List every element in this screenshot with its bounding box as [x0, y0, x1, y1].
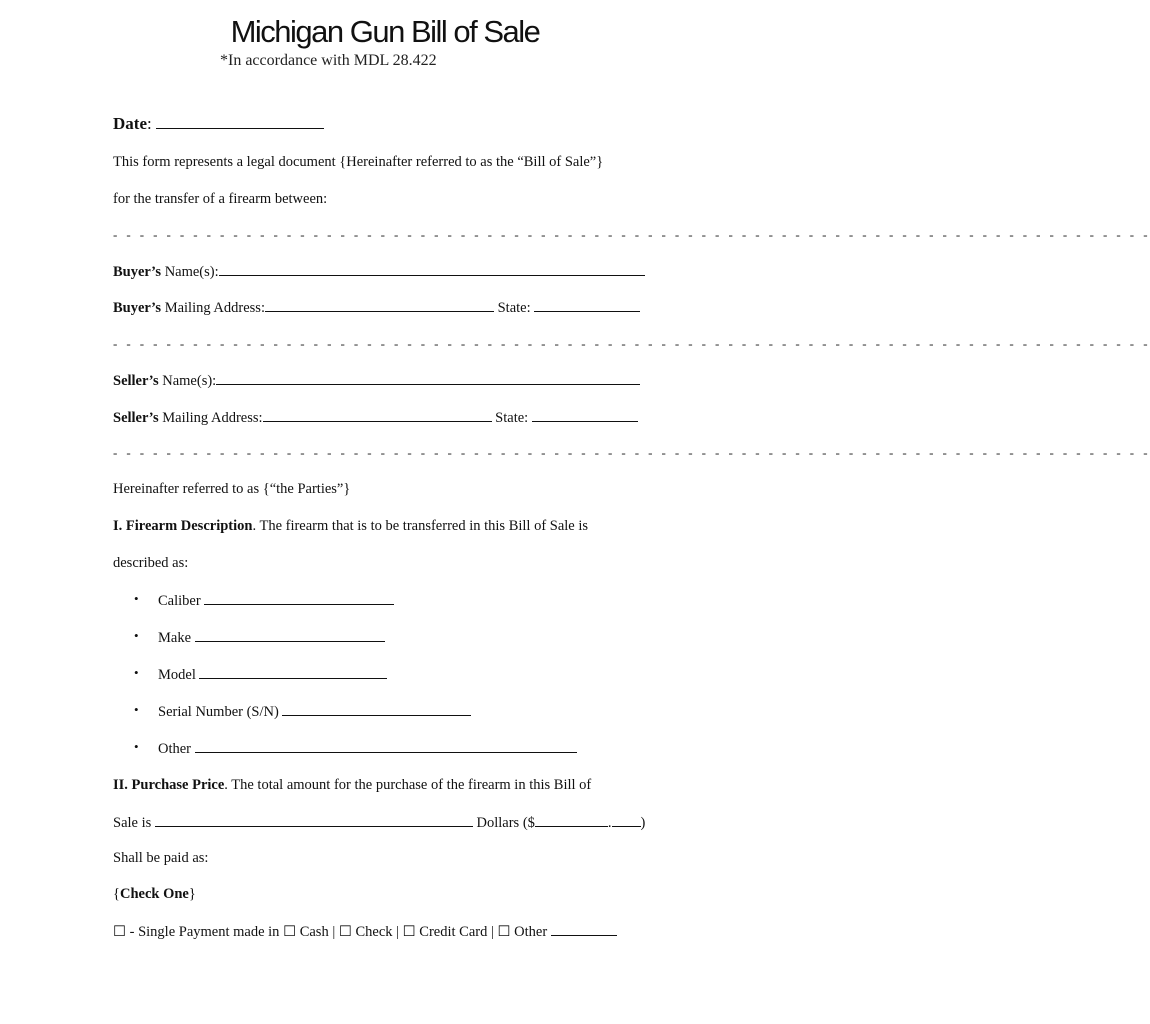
seller-name-field[interactable]: [216, 371, 640, 385]
check-one-row: {Check One}: [113, 886, 196, 902]
bullet-icon: •: [134, 665, 139, 680]
firearm-item-make: Make: [158, 628, 385, 647]
date-field[interactable]: [156, 115, 324, 129]
buyer-label: Buyer’s: [113, 300, 162, 316]
buyer-state-field[interactable]: [534, 298, 640, 312]
firearm-heading: I. Firearm Description: [113, 518, 253, 534]
sale-amount-row: Sale is Dollars ($ . ): [113, 815, 646, 831]
buyer-name-field[interactable]: [219, 262, 645, 276]
bullet-icon: •: [134, 702, 139, 717]
purchase-price-heading: II. Purchase Price: [113, 777, 225, 793]
buyer-address-row: Buyer’s Mailing Address: State:: [113, 298, 640, 317]
separator-1: - - - - - - - - - - - - - - - - - - - - - - - - - - - - - - - - - - - - - - - - - - - - - - - - - - - - - - - - - - - - - - - - - - - - - - - - - - - - - -: [113, 227, 1150, 242]
intro-line-2: for the transfer of a firearm between:: [113, 191, 328, 207]
amount-dollars-field[interactable]: [535, 813, 608, 827]
firearm-item-model: Model: [158, 665, 387, 684]
date-row: Date:: [113, 115, 324, 133]
document-title: Michigan Gun Bill of Sale: [230, 14, 540, 49]
parties-text: Hereinafter referred to as {“the Parties”}: [113, 481, 351, 497]
other-field[interactable]: [195, 739, 577, 753]
amount-cents-field[interactable]: [612, 813, 641, 827]
firearm-item-serial: Serial Number (S/N): [158, 702, 471, 721]
firearm-description-cont: described as:: [113, 555, 189, 571]
check-checkbox[interactable]: ☐: [338, 924, 352, 940]
document-subtitle: *In accordance with MDL 28.422: [220, 52, 437, 69]
payment-options-row: ☐ - Single Payment made in ☐ Cash | ☐ Check | ☐ Credit Card | ☐ Other: [113, 922, 617, 941]
buyer-label: Buyer’s: [113, 264, 162, 280]
other-payment-field[interactable]: [551, 922, 617, 936]
credit-card-checkbox[interactable]: ☐: [402, 924, 416, 940]
bullet-icon: •: [134, 739, 139, 754]
firearm-item-other: Other: [158, 739, 577, 758]
buyer-name-row: Buyer’s Name(s):: [113, 262, 645, 281]
make-field[interactable]: [195, 628, 385, 642]
seller-address-row: Seller’s Mailing Address: State:: [113, 408, 638, 427]
amount-words-field[interactable]: [155, 813, 473, 827]
caliber-field[interactable]: [204, 591, 394, 605]
seller-label: Seller’s: [113, 373, 159, 389]
bullet-icon: •: [134, 628, 139, 643]
seller-name-row: Seller’s Name(s):: [113, 371, 640, 390]
seller-address-field[interactable]: [263, 408, 492, 422]
separator-3: - - - - - - - - - - - - - - - - - - - - - - - - - - - - - - - - - - - - - - - - - - - - - - - - - - - - - - - - - - - - - - - - - - - - - - - - - - - - - -: [113, 445, 1150, 460]
buyer-address-field[interactable]: [265, 298, 494, 312]
single-payment-checkbox[interactable]: ☐: [113, 924, 126, 940]
paid-as-text: Shall be paid as:: [113, 850, 209, 866]
firearm-item-caliber: Caliber: [158, 591, 394, 610]
date-label: Date: [113, 114, 147, 133]
intro-line-1: This form represents a legal document {Hereinafter referred to as the “Bill of Sale”}: [113, 154, 604, 170]
seller-state-field[interactable]: [532, 408, 638, 422]
firearm-description-row: I. Firearm Description. The firearm that is to be transferred in this Bill of Sale is: [113, 518, 589, 534]
other-payment-checkbox[interactable]: ☐: [497, 924, 511, 940]
serial-number-field[interactable]: [282, 702, 471, 716]
purchase-price-row: II. Purchase Price. The total amount for the purchase of the firearm in this Bill of: [113, 777, 592, 793]
separator-2: - - - - - - - - - - - - - - - - - - - - - - - - - - - - - - - - - - - - - - - - - - - - - - - - - - - - - - - - - - - - - - - - - - - - - - - - - - - - - -: [113, 336, 1150, 351]
seller-label: Seller’s: [113, 410, 159, 426]
check-one-label: Check One: [119, 886, 189, 902]
model-field[interactable]: [199, 665, 387, 679]
cash-checkbox[interactable]: ☐: [283, 924, 297, 940]
bullet-icon: •: [134, 591, 139, 606]
